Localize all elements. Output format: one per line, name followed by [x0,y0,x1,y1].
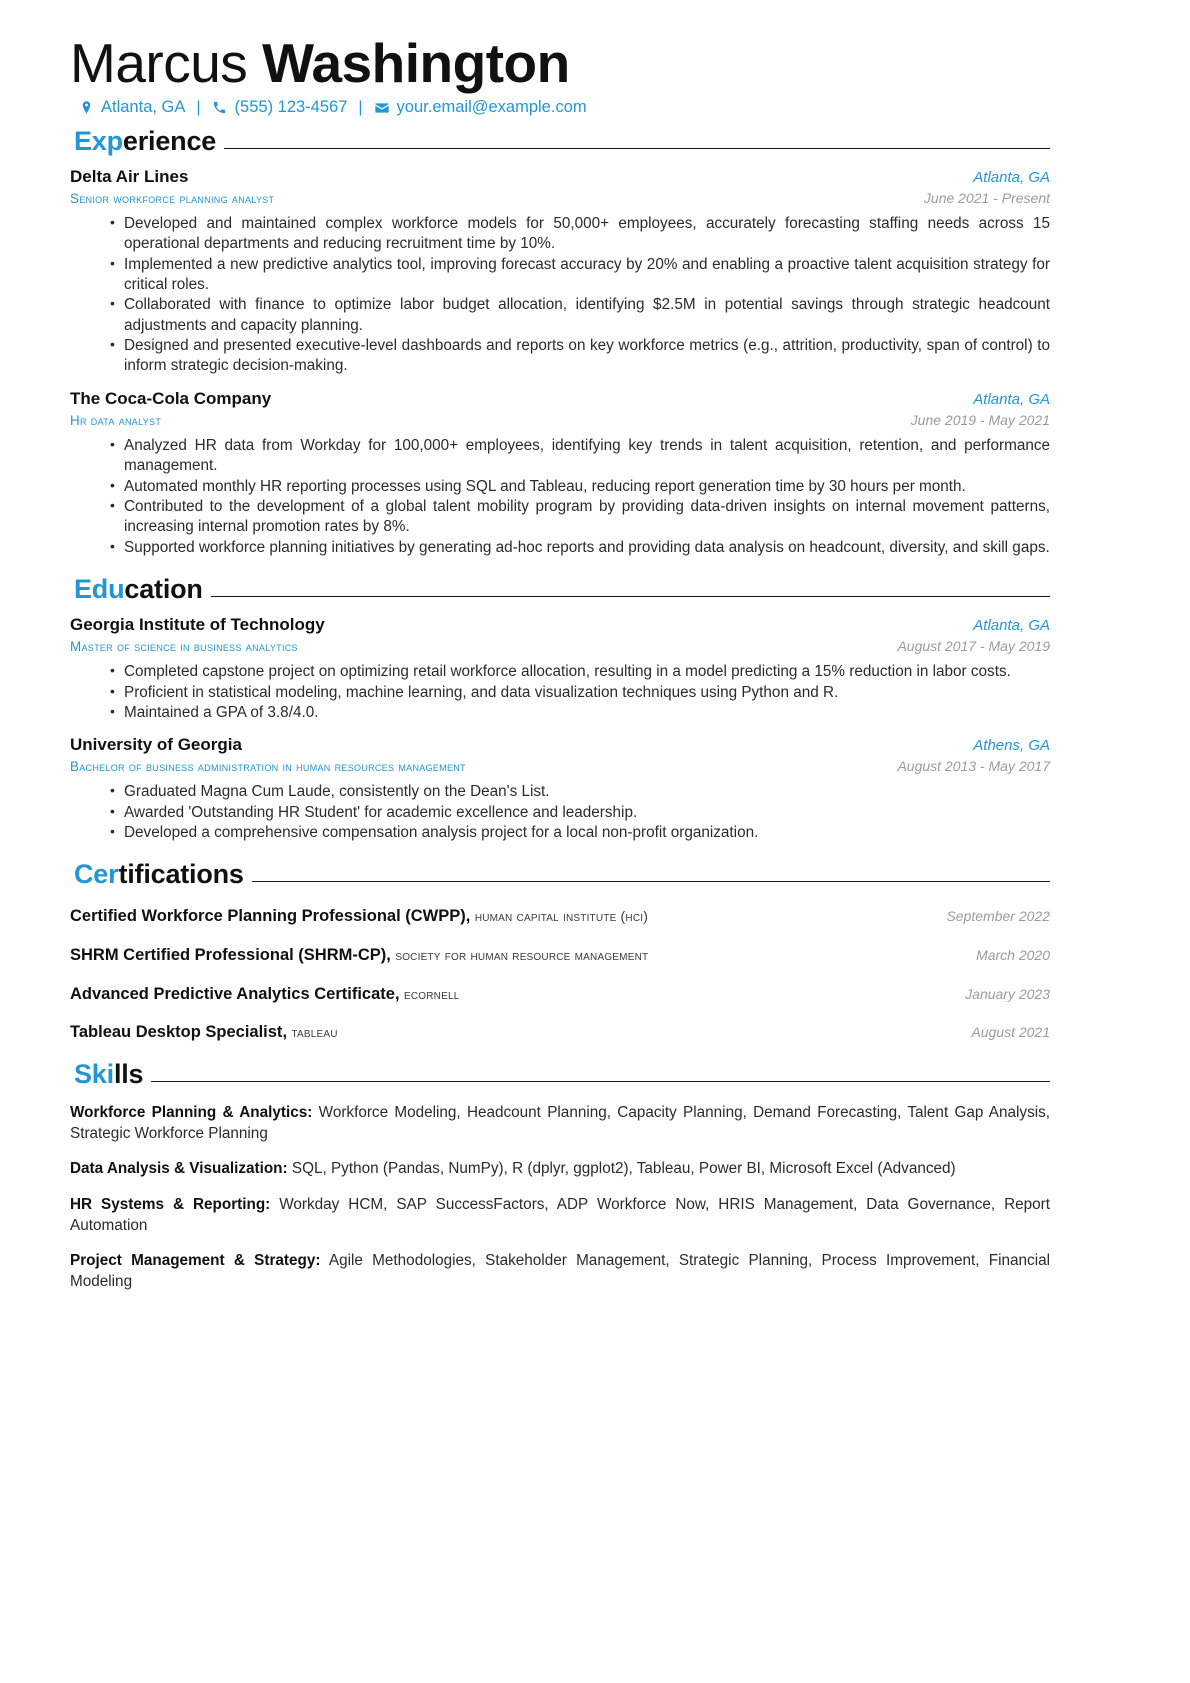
certification-row [70,984,1050,1005]
section-title-skills: Skills [74,1058,144,1089]
last-name: Washington [262,32,570,94]
contact-line [78,99,1050,116]
certification-row [70,945,1050,966]
job-dates: June 2021 - Present [923,189,1050,206]
entry-top-row [70,614,1050,636]
section-certifications [70,861,1050,1043]
email-text: your.email@example.com [396,98,587,117]
certification-issuer: tableau [291,1024,338,1041]
experience-bullets [70,436,1050,558]
phone-text: (555) 123-4567 [234,98,348,117]
employer-name: Delta Air Lines [70,166,189,186]
location-text: Atlanta, GA [101,98,186,117]
school-name: Georgia Institute of Technology [70,615,325,635]
employer-location: Atlanta, GA [973,390,1050,408]
employer-name: The Coca-Cola Company [70,388,272,408]
skill-group [70,1195,1050,1236]
certification-name: Advanced Predictive Analytics Certificate [70,984,395,1003]
certification-label: Certified Workforce Planning Professional (CWPP), human capital institute (hci) [70,907,649,926]
section-heading-skills [70,1058,1050,1089]
skill-group [70,1159,1050,1180]
contact-phone[interactable] [212,99,348,116]
section-title-education: Education [74,574,203,605]
skill-group [70,1251,1050,1292]
bullet-item: • Developed and maintained complex workforce models for 50,000+ employees, accurately forecasting staffing needs across 15 operational departments and reducing recruitment time by 10%. [110,214,1050,255]
certification-name: SHRM Certified Professional (SHRM-CP) [70,946,387,965]
certification-label: Tableau Desktop Specialist, tableau [70,1023,338,1042]
job-title: Hr data analyst [70,412,162,428]
certification-issuer: human capital institute (hci) [474,908,649,925]
section-heading-certifications [70,861,1050,888]
entry-sub-row [70,410,1050,429]
contact-email[interactable] [374,99,587,116]
certification-label: SHRM Certified Professional (SHRM-CP), society for human resource management [70,946,649,965]
entry-top-row [70,388,1050,410]
certification-issuer: society for human resource management [395,947,649,964]
bullet-item: • Graduated Magna Cum Laude, consistently on the Dean's List. [110,782,1050,802]
section-title-certifications: Certifications [74,859,244,890]
resume-header [70,34,1050,116]
certification-row [70,1022,1050,1043]
certification-date: September 2022 [946,908,1050,925]
candidate-name [70,34,1050,93]
bullet-item: • Analyzed HR data from Workday for 100,000+ employees, identifying key trends in talent acquisition, retention, and performance management. [110,436,1050,477]
certification-label: Advanced Predictive Analytics Certificate, ecornell [70,984,460,1003]
section-heading-experience [70,125,1050,156]
entry-sub-row [70,636,1050,655]
bullet-item: • Implemented a new predictive analytics tool, improving forecast accuracy by 20% and enabling a proactive talent acquisition strategy for critical roles. [110,255,1050,296]
bullet-item: • Awarded 'Outstanding HR Student' for academic excellence and leadership. [110,803,1050,823]
contact-separator-2: | [358,98,363,116]
section-education [70,576,1050,843]
section-rule [151,1081,1050,1082]
certification-date: August 2021 [971,1024,1050,1041]
certification-issuer: ecornell [403,985,460,1002]
degree-dates: August 2013 - May 2017 [897,758,1050,774]
entry-top-row [70,166,1050,188]
school-name: University of Georgia [70,735,242,755]
bullet-item: • Contributed to the development of a global talent mobility program by providing data-driven insights on internal movement patterns, increasing internal promotion rates by 8%. [110,497,1050,538]
degree-title: Master of science in business analytics [70,638,298,654]
phone-icon [212,100,228,116]
bullet-item: • Proficient in statistical modeling, machine learning, and data visualization techniques using Python and R. [110,683,1050,703]
section-rule [224,148,1050,149]
contact-separator-1: | [196,98,201,116]
bullet-item: • Developed a comprehensive compensation analysis project for a local non-profit organization. [110,823,1050,843]
education-entry [70,614,1050,723]
section-title-experience: Experience [74,125,217,156]
experience-entry [70,388,1050,558]
skill-items: SQL, Python (Pandas, NumPy), R (dplyr, ggplot2), Tableau, Power BI, Microsoft Excel (Advanced) [291,1160,956,1178]
school-location: Atlanta, GA [973,617,1050,635]
skill-group [70,1103,1050,1144]
experience-bullets [70,214,1050,377]
skill-category: HR Systems & Reporting: [70,1195,271,1213]
bullet-item: • Designed and presented executive-level dashboards and reports on key workforce metrics (e.g., attrition, productivity, span of control) to inform strategic decision-making. [110,336,1050,377]
job-title: Senior workforce planning analyst [70,190,275,206]
job-dates: June 2019 - May 2021 [910,411,1050,428]
experience-entry [70,166,1050,377]
certification-row [70,906,1050,927]
skill-items: Workforce Modeling, Headcount Planning, Capacity Planning, Demand Forecasting, Talent Gap Analysis, Strategic Workforce Planning [70,1103,1051,1142]
employer-location: Atlanta, GA [973,168,1050,186]
first-name: Marcus [70,32,248,94]
section-rule [252,881,1050,882]
education-bullets [70,782,1050,843]
certification-name: Certified Workforce Planning Professional (CWPP) [70,907,466,926]
envelope-icon [374,100,390,116]
degree-dates: August 2017 - May 2019 [897,637,1050,654]
section-heading-education [70,576,1050,603]
entry-sub-row [70,756,1050,775]
skill-items: Agile Methodologies, Stakeholder Management, Strategic Planning, Process Improvement, Financial Modeling [70,1252,1051,1290]
contact-location [78,99,185,116]
section-experience [70,125,1050,558]
bullet-item: • Automated monthly HR reporting processes using SQL and Tableau, reducing report generation time by 30 hours per month. [110,477,1050,497]
certification-date: January 2023 [965,985,1050,1002]
section-skills [70,1058,1051,1292]
entry-sub-row [70,188,1050,207]
bullet-item: • Maintained a GPA of 3.8/4.0. [110,703,1050,723]
entry-top-row [70,734,1050,756]
school-location: Athens, GA [973,737,1050,755]
bullet-item: • Supported workforce planning initiatives by generating ad-hoc reports and providing data analysis on headcount, diversity, and skill gaps. [110,538,1050,558]
bullet-item: • Collaborated with finance to optimize labor budget allocation, identifying $2.5M in potential savings through strategic headcount adjustments and capacity planning. [110,295,1050,336]
skill-category: Workforce Planning & Analytics: [70,1103,313,1121]
section-rule [211,596,1050,597]
certification-date: March 2020 [976,947,1050,964]
skill-items: Workday HCM, SAP SuccessFactors, ADP Workforce Now, HRIS Management, Data Governance, Report Automation [70,1195,1051,1234]
skill-category: Data Analysis & Visualization: [70,1160,288,1178]
education-entry [70,734,1050,843]
map-pin-icon [78,100,94,116]
bullet-item: • Completed capstone project on optimizing retail workforce allocation, resulting in a model predicting a 15% reduction in labor costs. [110,662,1050,682]
degree-title: Bachelor of business administration in human resources management [70,759,466,774]
education-bullets [70,662,1050,723]
skill-category: Project Management & Strategy: [70,1252,321,1270]
certification-name: Tableau Desktop Specialist [70,1023,283,1042]
